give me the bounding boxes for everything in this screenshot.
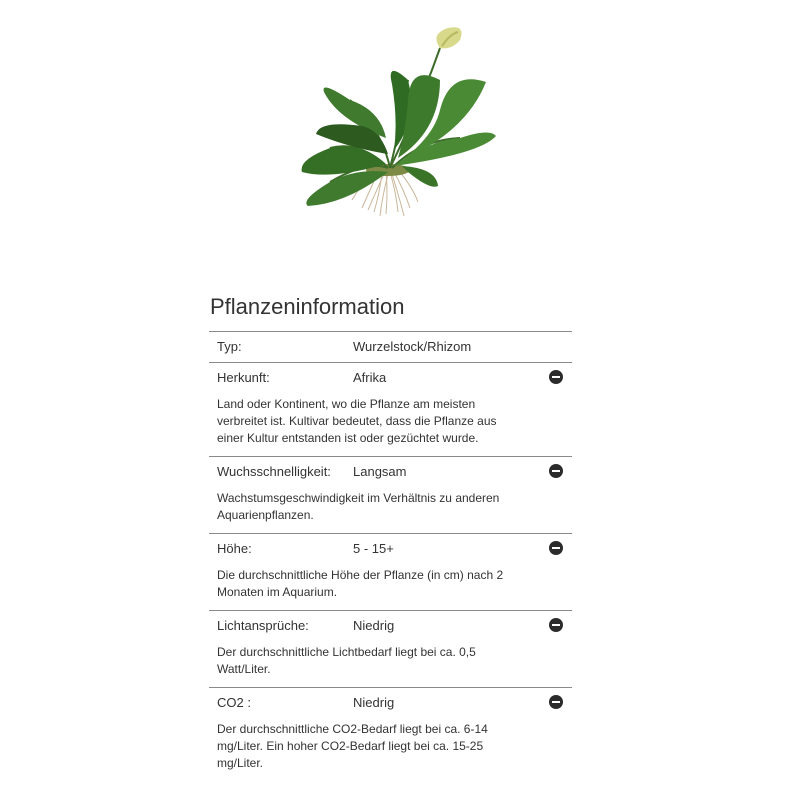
row-label: Herkunft: [217, 370, 270, 385]
info-row-hoehe [209, 534, 572, 611]
row-label: Lichtansprüche: [217, 618, 309, 633]
minus-circle-icon[interactable] [549, 370, 563, 384]
info-row-co2 [209, 688, 572, 781]
row-value: Niedrig [353, 695, 395, 710]
row-label: Typ: [217, 339, 242, 354]
info-row-typ [209, 332, 572, 363]
row-description: Der durchschnittliche Lichtbedarf liegt bei ca. 0,5 Watt/Liter. [217, 645, 476, 676]
row-value: Niedrig [353, 618, 395, 633]
row-value: 5 - 15+ [353, 541, 394, 556]
row-description: Land oder Kontinent, wo die Pflanze am meisten verbreitet ist. Kultivar bedeutet, dass die Pflanze aus einer Kultur entstanden ist oder gezüchtet wurde. [217, 397, 497, 445]
row-label: Höhe: [217, 541, 252, 556]
row-description: Wachstumsgeschwindigkeit im Verhältnis zu anderen Aquarienpflanzen. [217, 491, 500, 522]
plant-image [290, 20, 510, 220]
row-value: Langsam [353, 464, 407, 479]
row-label: Wuchsschnelligkeit: [217, 464, 331, 479]
minus-circle-icon[interactable] [549, 695, 563, 709]
info-row-wuchsschnelligkeit [209, 457, 572, 534]
row-value: Wurzelstock/Rhizom [353, 339, 472, 354]
minus-circle-icon[interactable] [549, 464, 563, 478]
row-value: Afrika [353, 370, 387, 385]
row-description: Die durchschnittliche Höhe der Pflanze (in cm) nach 2 Monaten im Aquarium. [217, 568, 504, 599]
minus-circle-icon[interactable] [549, 541, 563, 555]
info-row-herkunft [209, 363, 572, 457]
row-label: CO2 : [217, 695, 251, 710]
section-title: Pflanzeninformation [209, 292, 572, 332]
minus-circle-icon[interactable] [549, 618, 563, 632]
plant-info-section [209, 292, 572, 781]
info-row-lichtansprueche [209, 611, 572, 688]
row-description: Der durchschnittliche CO2-Bedarf liegt bei ca. 6-14 mg/Liter. Ein hoher CO2-Bedarf liegt bei ca. 15-25 mg/Liter. [217, 722, 488, 770]
